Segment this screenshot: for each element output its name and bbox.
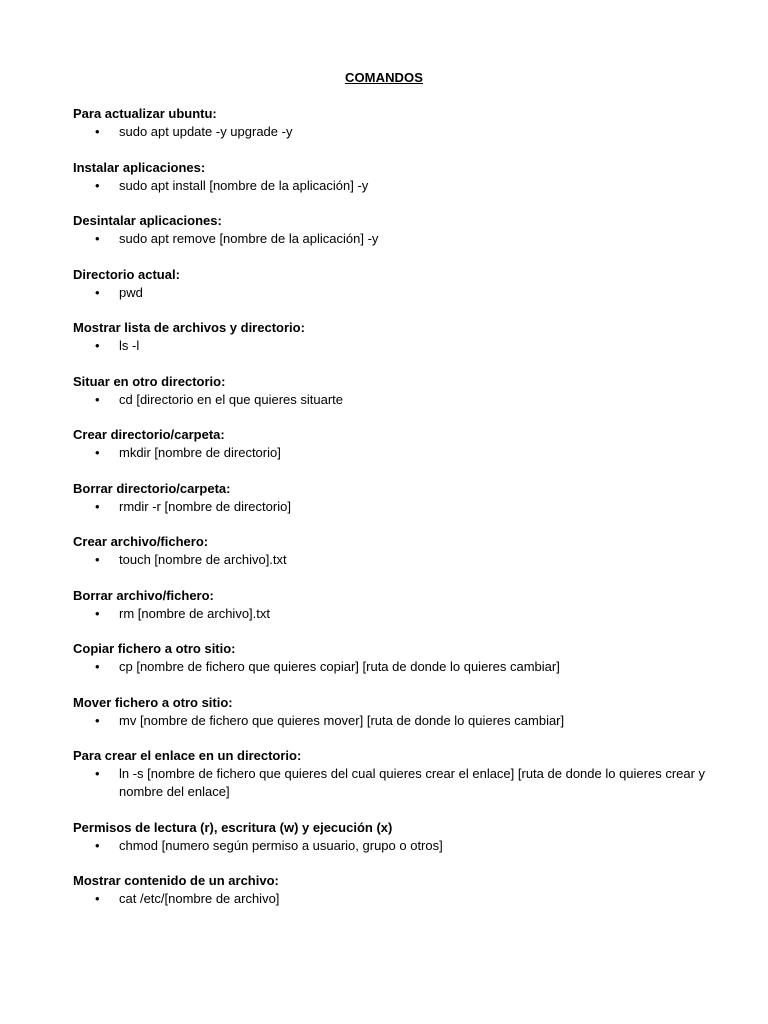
section-heading: Instalar aplicaciones:	[73, 159, 206, 175]
command-item	[73, 123, 713, 141]
section-heading: Desintalar aplicaciones:	[73, 213, 222, 228]
section	[73, 640, 713, 676]
command-item	[73, 712, 713, 730]
section	[73, 373, 713, 409]
section-heading: Directorio actual:	[73, 266, 180, 282]
command-text: touch [nombre de archivo].txt	[119, 552, 287, 567]
bullet-icon: •	[95, 891, 100, 906]
command-item	[73, 765, 713, 801]
bullet-icon: •	[95, 338, 100, 353]
bullet-icon: •	[95, 498, 100, 514]
section-heading: Copiar fichero a otro sitio:	[73, 641, 236, 656]
command-list	[73, 498, 713, 516]
command-text: ls -l	[119, 338, 140, 353]
section	[73, 533, 713, 569]
section-heading: Para crear el enlace en un directorio:	[73, 748, 302, 763]
bullet-icon: •	[95, 659, 100, 674]
command-list	[73, 177, 713, 195]
section	[73, 159, 713, 195]
command-text: pwd	[119, 284, 143, 300]
command-list	[73, 337, 713, 355]
command-list	[73, 658, 713, 676]
command-item	[73, 658, 713, 676]
section	[73, 212, 713, 248]
command-text: sudo apt remove [nombre de la aplicación] -y	[119, 231, 379, 246]
section-heading: Mostrar contenido de un archivo:	[73, 873, 279, 888]
command-item	[73, 890, 713, 908]
section	[73, 480, 713, 516]
command-item	[73, 337, 713, 355]
command-item	[73, 230, 713, 248]
command-list	[73, 837, 713, 855]
command-item	[73, 177, 713, 195]
section-heading: Para actualizar ubuntu:	[73, 106, 217, 121]
command-text: chmod [numero según permiso a usuario, grupo o otros]	[119, 837, 443, 853]
command-sections	[73, 105, 713, 908]
command-text: rm [nombre de archivo].txt	[119, 605, 270, 621]
section	[73, 694, 713, 730]
command-text: cat /etc/[nombre de archivo]	[119, 891, 280, 906]
command-list	[73, 765, 713, 801]
command-text: cp [nombre de fichero que quieres copiar] [ruta de donde lo quieres cambiar]	[119, 659, 560, 674]
command-text: mv [nombre de fichero que quieres mover] [ruta de donde lo quieres cambiar]	[119, 712, 565, 728]
section-heading: Permisos de lectura (r), escritura (w) y ejecución (x)	[73, 819, 393, 835]
command-text: rmdir -r [nombre de directorio]	[119, 498, 291, 514]
section-heading: Crear archivo/fichero:	[73, 534, 209, 549]
section	[73, 872, 713, 908]
section-heading: Mover fichero a otro sitio:	[73, 694, 233, 710]
section	[73, 319, 713, 355]
section	[73, 105, 713, 141]
section-heading: Crear directorio/carpeta:	[73, 427, 225, 442]
command-item	[73, 605, 713, 623]
bullet-icon: •	[95, 231, 100, 246]
command-text: sudo apt update -y upgrade -y	[119, 124, 293, 139]
command-list	[73, 605, 713, 623]
command-list	[73, 444, 713, 462]
command-item	[73, 498, 713, 516]
command-item	[73, 391, 713, 409]
bullet-icon: •	[95, 391, 100, 407]
bullet-icon: •	[95, 837, 100, 853]
command-list	[73, 123, 713, 141]
command-text: cd [directorio en el que quieres situarte	[119, 391, 344, 407]
bullet-icon: •	[95, 445, 100, 460]
bullet-icon: •	[95, 605, 100, 621]
bullet-icon: •	[95, 284, 100, 300]
command-item	[73, 551, 713, 569]
section-heading: Borrar directorio/carpeta:	[73, 480, 231, 496]
command-list	[73, 391, 713, 409]
section	[73, 747, 713, 801]
command-item	[73, 837, 713, 855]
bullet-icon: •	[95, 177, 100, 193]
bullet-icon: •	[95, 552, 100, 567]
command-list	[73, 890, 713, 908]
section-heading: Situar en otro directorio:	[73, 373, 226, 389]
page-title: COMANDOS	[344, 70, 424, 85]
command-list	[73, 230, 713, 248]
command-item	[73, 284, 713, 302]
section	[73, 426, 713, 462]
command-text: ln -s [nombre de fichero que quieres del cual quieres crear el enlace] [ruta de donde lo quieres crear y nombre del enlace]	[119, 766, 706, 799]
command-item	[73, 444, 713, 462]
section	[73, 266, 713, 302]
command-text: mkdir [nombre de directorio]	[119, 445, 281, 460]
section-heading: Borrar archivo/fichero:	[73, 587, 214, 603]
command-list	[73, 712, 713, 730]
command-list	[73, 551, 713, 569]
bullet-icon: •	[95, 124, 100, 139]
section	[73, 819, 713, 855]
section-heading: Mostrar lista de archivos y directorio:	[73, 320, 305, 335]
bullet-icon: •	[95, 766, 100, 781]
command-text: sudo apt install [nombre de la aplicación] -y	[119, 177, 369, 193]
section	[73, 587, 713, 623]
command-list	[73, 284, 713, 302]
bullet-icon: •	[95, 712, 100, 728]
